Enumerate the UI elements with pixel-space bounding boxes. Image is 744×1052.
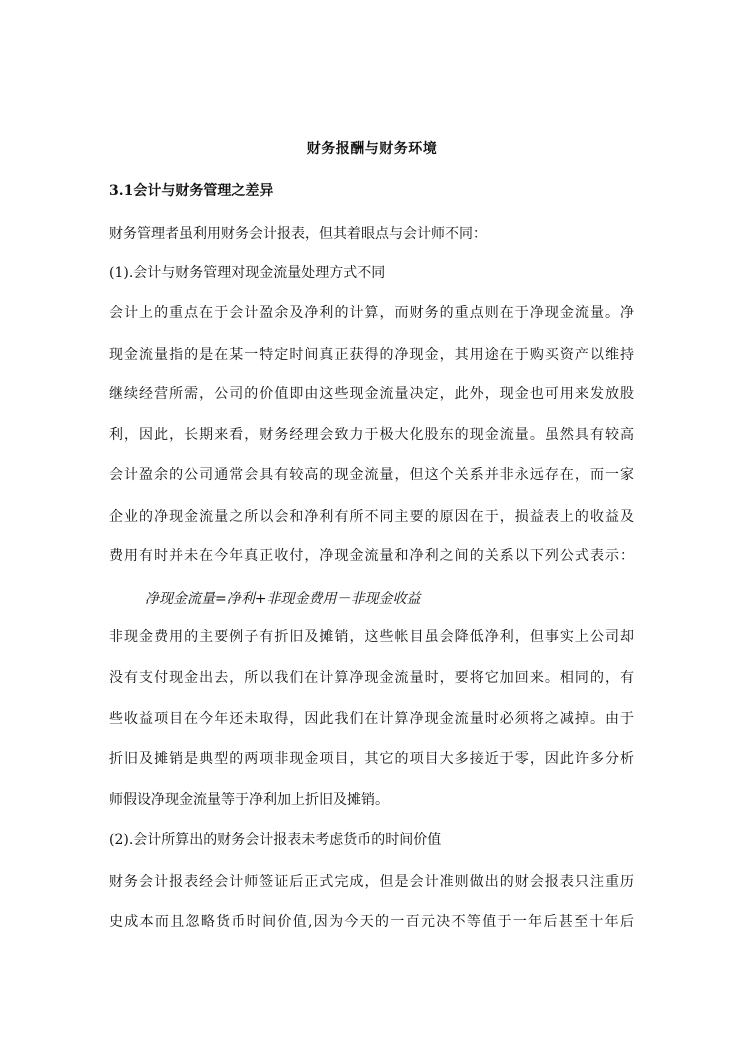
paragraph-1-line: 继续经营所需，公司的价值即由这些现金流量决定，此外，现金也可用来发放股 (109, 386, 634, 402)
paragraph-2-line: 些收益项目在今年还未取得，因此我们在计算净现金流量时必须将之减掉。由于 (109, 711, 634, 727)
subheading-cash-flow: (1).会计与财务管理对现金流量处理方式不同 (109, 265, 386, 281)
paragraph-1-line: 现金流量指的是在某一特定时间真正获得的净现金，其用途在于购买资产以维持 (109, 347, 634, 363)
paragraph-1-line: 企业的净现金流量之所以会和净利有所不同主要的原因在于，损益表上的收益及 (109, 509, 634, 525)
paragraph-1-line: 利，因此，长期来看，财务经理会致力于极大化股东的现金流量。虽然具有较高 (109, 427, 634, 443)
page-title: 财务报酬与财务环境 (306, 141, 438, 157)
paragraph-2-line: 折旧及摊销是典型的两项非现金项目，其它的项目大多接近于零，因此许多分析 (109, 751, 634, 767)
paragraph-3-line: 史成本而且忽略货币时间价值,因为今天的一百元决不等值于一年后甚至十年后 (109, 914, 634, 930)
paragraph-2-line: 非现金费用的主要例子有折旧及摊销，这些帐目虽会降低净利，但事实上公司却 (109, 629, 634, 645)
intro-text: 财务管理者虽利用财务会计报表，但其着眼点与会计师不同： (109, 226, 487, 242)
paragraph-1-line: 费用有时并未在今年真正收付，净现金流量和净利之间的关系以下列公式表示： (109, 548, 634, 564)
paragraph-2-line: 没有支付现金出去，所以我们在计算净现金流量时，要将它加回来。相同的，有 (109, 670, 634, 686)
paragraph-2-line: 师假设净现金流量等于净利加上折旧及摊销。 (109, 792, 389, 808)
section-heading: 3.1会计与财务管理之差异 (109, 183, 274, 199)
paragraph-1-line: 会计上的重点在于会计盈余及净利的计算，而财务的重点则在于净现金流量。净 (109, 305, 634, 321)
cash-flow-formula: 净现金流量=净利+非现金费用－非现金收益 (145, 591, 421, 607)
subheading-time-value: (2).会计所算出的财务会计报表未考虑货币的时间价值 (109, 832, 442, 848)
paragraph-1-line: 会计盈余的公司通常会具有较高的现金流量，但这个关系并非永远存在，而一家 (109, 467, 634, 483)
paragraph-3-line: 财务会计报表经会计师签证后正式完成，但是会计准则做出的财会报表只注重历 (109, 874, 634, 890)
